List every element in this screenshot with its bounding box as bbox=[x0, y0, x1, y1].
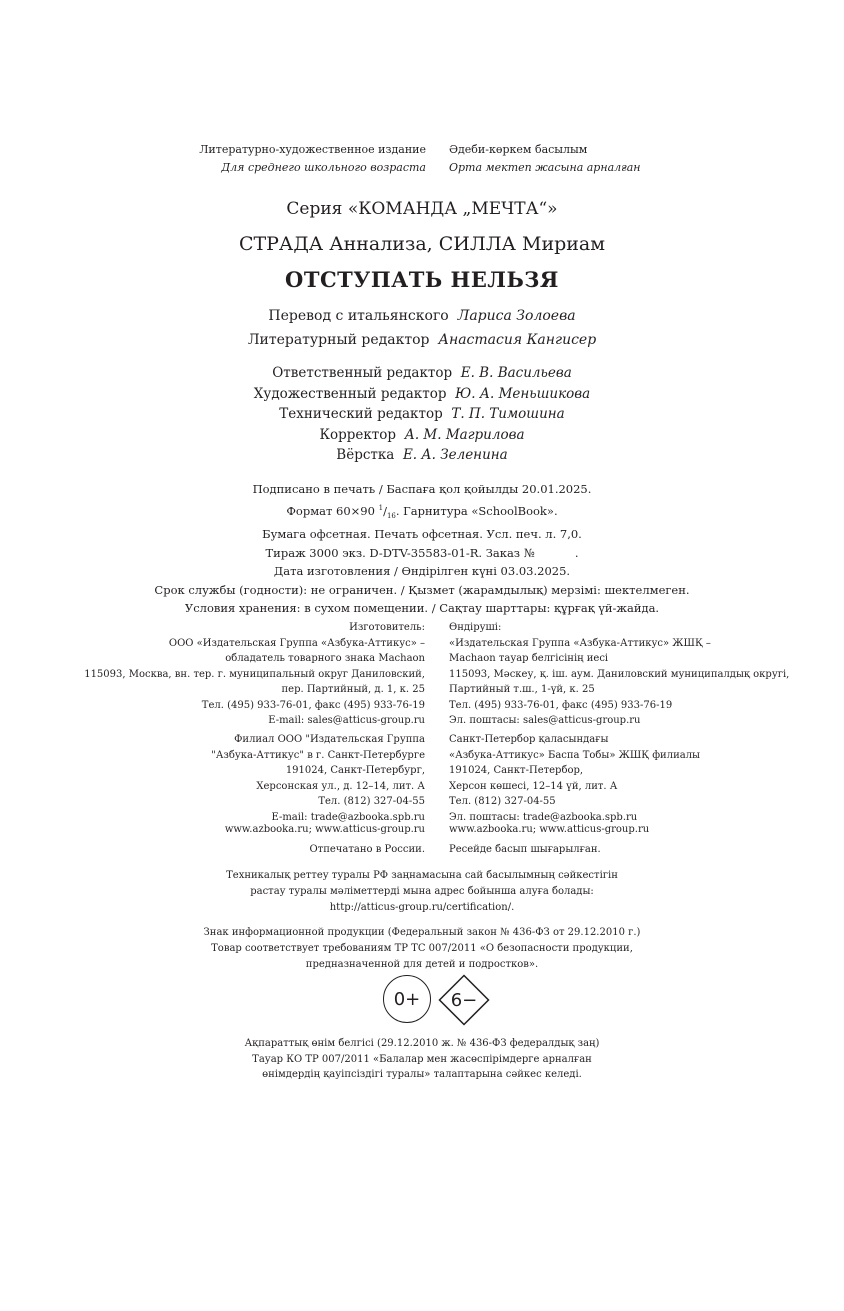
lit-editor-credit bbox=[0, 328, 844, 352]
info-line: Филиал ООО "Издательская Группа bbox=[234, 734, 425, 745]
format-suffix: . Гарнитура «SchoolBook». bbox=[395, 503, 558, 518]
info-line: предназначенной для детей и подростков». bbox=[305, 959, 539, 970]
branch-ru bbox=[211, 732, 425, 825]
edition-type-ru: Литературно-художественное издание bbox=[199, 143, 426, 156]
info-line: Тел. (495) 933-76-01, факс (495) 933-76-19 bbox=[449, 699, 673, 711]
manufacturer-kz bbox=[449, 620, 789, 729]
paper-line: Бумага офсетная. Печать офсетная. Усл. печ. л. 7,0. bbox=[262, 527, 582, 542]
info-line: ООО «Издательская Группа «Азбука-Аттикус» – bbox=[168, 637, 425, 649]
tech-regulation-note bbox=[0, 868, 844, 916]
info-line: E-mail: sales@atticus-group.ru bbox=[268, 715, 425, 726]
info-line: Техникалық реттеу туралы РФ заңнамасына сай басылымның сәйкестігін bbox=[226, 870, 618, 881]
staff-row bbox=[0, 404, 844, 425]
website-kz: www.azbooka.ru; www.atticus-group.ru bbox=[449, 824, 650, 835]
edition-type-kz: Әдеби-көркем басылым bbox=[449, 143, 588, 156]
info-line: Machaon тауар белгісінің иесі bbox=[449, 653, 609, 664]
format-denominator: 16 bbox=[386, 511, 396, 520]
info-line: Эл. поштасы: trade@azbooka.spb.ru bbox=[449, 811, 638, 823]
printed-in-ru: Отпечатано в России. bbox=[309, 844, 425, 855]
age-rating-diamond-label: 6− bbox=[450, 989, 478, 1011]
info-line: пер. Партийный, д. 1, к. 25 bbox=[281, 684, 425, 695]
info-line: Партийный т.ш., 1-үй, к. 25 bbox=[449, 684, 595, 695]
staff-row bbox=[0, 384, 844, 405]
info-line: 115093, Мәскеу, қ. іш. аум. Даниловский муниципалдық округі, bbox=[449, 668, 790, 680]
series-title: Серия «КОМАНДА „МЕЧТА“» bbox=[286, 199, 558, 219]
info-line: Тел. (812) 327-04-55 bbox=[318, 796, 425, 807]
website-ru: www.azbooka.ru; www.atticus-group.ru bbox=[224, 824, 425, 835]
info-line: өнімдердің қауіпсіздігі туралы» талаптарына сәйкес келеді. bbox=[262, 1069, 582, 1080]
translation-credit bbox=[0, 304, 844, 328]
lit-editor-name: Анастасия Кангисер bbox=[438, 332, 597, 348]
info-line: «Азбука-Аттикус» Баспа Тобы» ЖШҚ филиалы bbox=[449, 749, 701, 761]
age-rating-circle: 0+ bbox=[383, 975, 431, 1023]
staff-name: Е. В. Васильева bbox=[460, 365, 572, 381]
info-line: Тел. (812) 327-04-55 bbox=[449, 796, 556, 807]
info-line: Херсонская ул., д. 12–14, лит. А bbox=[256, 780, 425, 792]
staff-name: Т. П. Тимошина bbox=[451, 406, 565, 422]
kaz-info-note bbox=[0, 1036, 844, 1083]
translation-label: Перевод с итальянского bbox=[268, 308, 449, 324]
info-line: Тел. (495) 933-76-01, факс (495) 933-76-19 bbox=[201, 699, 425, 711]
authors: СТРАДА Аннализа, СИЛЛА Мириам bbox=[238, 233, 606, 255]
staff-name: Ю. А. Меньшикова bbox=[455, 385, 591, 402]
edition-header bbox=[0, 143, 844, 179]
info-line: Санкт-Петербор қаласындағы bbox=[449, 734, 609, 745]
service-life: Срок службы (годности): не ограничен. / Қызмет (жарамдылық) мерзімі: шектелмеген. bbox=[154, 582, 690, 597]
age-group-kz: Орта мектеп жасына арналған bbox=[449, 161, 641, 174]
book-title: ОТСТУПАТЬ НЕЛЬЗЯ bbox=[285, 267, 559, 292]
info-line: Знак информационной продукции (Федеральный закон № 436-ФЗ от 29.12.2010 г.) bbox=[203, 927, 641, 938]
info-product-sign bbox=[0, 925, 844, 973]
info-line: Ақпараттық өнім белгісі (29.12.2010 ж. № 436-ФЗ федералдық заң) bbox=[244, 1038, 600, 1049]
manufacturer-ru bbox=[84, 620, 425, 729]
info-line: обладатель товарного знака Machaon bbox=[225, 653, 425, 664]
staff-role: Корректор bbox=[319, 426, 397, 443]
signed-date: Подписано в печать / Баспаға қол қойылды 20.01.2025. bbox=[252, 482, 592, 496]
info-line: Изготовитель: bbox=[349, 622, 425, 633]
lit-editor-label: Литературный редактор bbox=[247, 332, 430, 348]
staff-list bbox=[0, 363, 844, 466]
staff-name: А. М. Магрилова bbox=[404, 426, 525, 443]
age-rating-diamond bbox=[438, 974, 490, 1026]
production-date: Дата изготовления / Өндірілген күні 03.03.2025. bbox=[273, 564, 571, 579]
format-line: Формат 60×90 $^1/_{16}$. Гарнитура «SchoolBook». bbox=[286, 503, 558, 520]
info-line: Эл. поштасы: sales@atticus-group.ru bbox=[449, 715, 641, 726]
info-line: растау туралы мәліметтерді мына адрес бойынша алуға болады: bbox=[250, 886, 594, 897]
info-line: http://atticus-group.ru/certification/. bbox=[329, 902, 515, 913]
format-numerator: 1 bbox=[378, 503, 384, 512]
info-line: Тауар КО ТР 007/2011 «Балалар мен жасөспірімдерге арналған bbox=[252, 1053, 592, 1065]
info-line: Өндіруші: bbox=[449, 622, 502, 633]
translator-name: Лариса Золоева bbox=[457, 308, 576, 324]
staff-role: Технический редактор bbox=[279, 406, 443, 422]
info-line: Товар соответствует требованиям ТР ТС 007/2011 «О безопасности продукции, bbox=[211, 943, 633, 954]
staff-role: Вёрстка bbox=[336, 447, 395, 463]
info-line: 191024, Санкт-Петербор, bbox=[449, 765, 584, 776]
info-line: "Азбука-Аттикус" в г. Санкт-Петербурге bbox=[211, 749, 425, 761]
age-group-ru: Для среднего школьного возраста bbox=[221, 161, 426, 174]
run-line: Тираж 3000 экз. D-DTV-35583-01-R. Заказ № . bbox=[265, 545, 579, 560]
staff-role: Ответственный редактор bbox=[272, 365, 453, 381]
staff-row bbox=[0, 425, 844, 446]
staff-row bbox=[0, 445, 844, 466]
age-rating-badges bbox=[383, 974, 493, 1028]
credits bbox=[0, 304, 844, 352]
info-line: «Издательская Группа «Азбука-Аттикус» ЖШҚ – bbox=[449, 637, 711, 649]
storage-conditions: Условия хранения: в сухом помещении. / Сақтау шарттары: құрғақ үй-жайда. bbox=[184, 601, 660, 616]
staff-row bbox=[0, 363, 844, 384]
staff-role: Художественный редактор bbox=[253, 385, 447, 402]
branch-kz bbox=[449, 732, 700, 825]
info-line: E-mail: trade@azbooka.spb.ru bbox=[271, 811, 425, 823]
staff-name: Е. А. Зеленина bbox=[402, 447, 508, 463]
print-details bbox=[0, 480, 844, 618]
format-prefix: Формат 60×90 bbox=[286, 503, 375, 518]
info-line: Херсон көшесі, 12–14 үй, лит. А bbox=[449, 780, 618, 792]
info-line: 191024, Санкт-Петербург, bbox=[285, 765, 425, 776]
info-line: 115093, Москва, вн. тер. г. муниципальный округ Даниловский, bbox=[84, 668, 425, 680]
printed-in-kz: Ресейде басып шығарылған. bbox=[449, 844, 601, 855]
